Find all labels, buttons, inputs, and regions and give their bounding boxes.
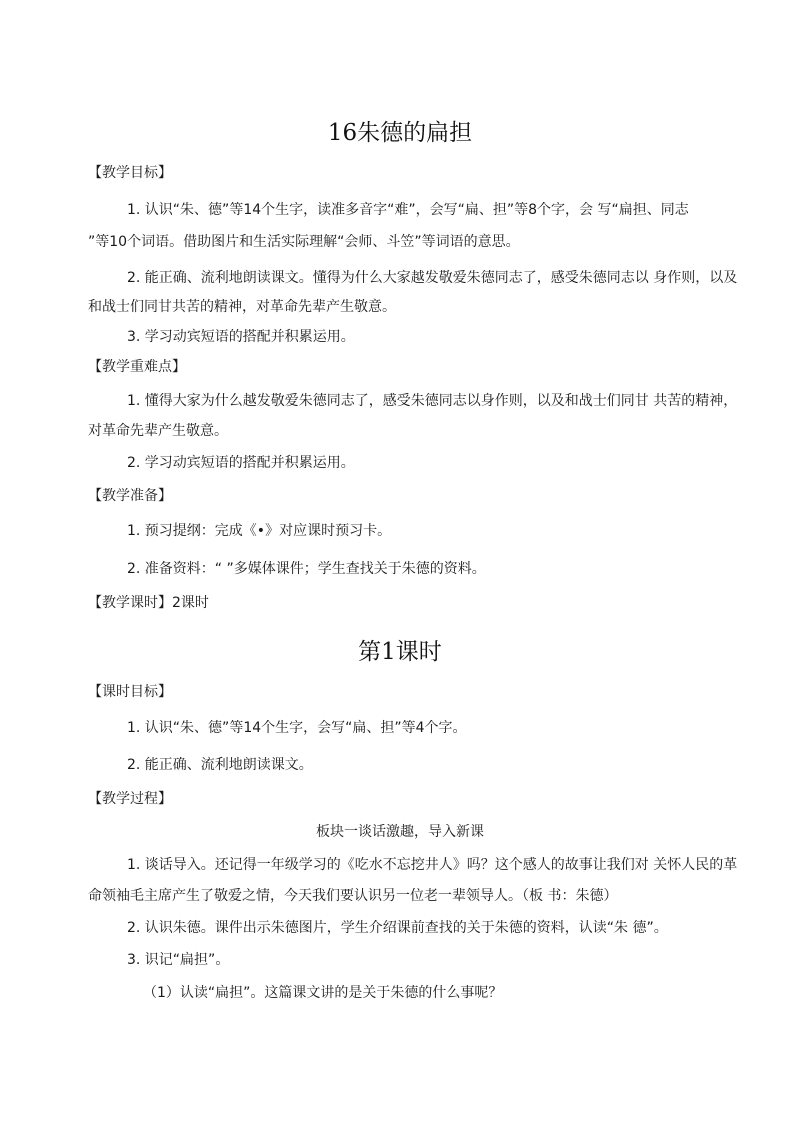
teaching-process-heading: 【教学过程】 <box>88 791 172 807</box>
process-step-3-sub-1: （1）认读“扁担”。这篇课文讲的是关于朱德的什么事呢？ <box>143 985 503 1001</box>
preparation-heading: 【教学准备】 <box>88 488 172 504</box>
goal-item-2-line-2: 和战士们同甘共苦的精神，对革命先辈产生敬意。 <box>88 299 396 315</box>
block-title: 板块一谈话激趣，导入新课 <box>316 824 484 840</box>
process-step-1-line-2: 命领袖毛主席产生了敬爱之情，今天我们要认识另一位老一辈领导人。（板 书：朱德） <box>88 888 618 904</box>
goal-item-1-line-2: ”等10个词语。借助图片和生活实际理解“会师、斗笠”等词语的意思。 <box>88 234 520 250</box>
key-point-item-1-line-2: 对革命先辈产生敬意。 <box>88 423 228 439</box>
process-step-2: 2. 认识朱德。课件出示朱德图片，学生介绍课前查找的关于朱德的资料，认读“朱 德”。 <box>127 920 668 936</box>
document-title: 16朱德的扁担 <box>327 120 473 146</box>
process-step-3: 3. 识记“扁担”。 <box>127 952 230 968</box>
teaching-goals-heading: 【教学目标】 <box>88 165 172 181</box>
goal-item-3: 3. 学习动宾短语的搭配并积累运用。 <box>127 329 355 345</box>
goal-item-1-line-1: 1. 认识“朱、德”等14个生字，读准多音字“难”，会写“扁、担”等8个字，会 写“扁担、同志 <box>127 202 689 218</box>
preparation-item-2: 2. 准备资料：“ ”多媒体课件；学生查找关于朱德的资料。 <box>127 561 486 577</box>
lesson-goal-1: 1. 认识“朱、德”等14个生字，会写“扁、担”等4个字。 <box>127 720 467 736</box>
lesson-goal-2: 2. 能正确、流利地朗读课文。 <box>127 757 313 773</box>
key-points-heading: 【教学重难点】 <box>88 359 186 375</box>
class-hours: 【教学课时】2课时 <box>88 595 209 611</box>
process-step-1-line-1: 1. 谈话导入。还记得一年级学习的《吃水不忘挖井人》吗？这个感人的故事让我们对 关怀人民的革 <box>127 857 738 873</box>
lesson-title: 第1课时 <box>358 639 442 665</box>
key-point-item-2: 2. 学习动宾短语的搭配并积累运用。 <box>127 455 355 471</box>
key-point-item-1-line-1: 1. 懂得大家为什么越发敬爱朱德同志了，感受朱德同志以身作则，以及和战士们同甘 共苦的精神， <box>127 393 738 409</box>
goal-item-2-line-1: 2. 能正确、流利地朗读课文。懂得为什么大家越发敬爱朱德同志了，感受朱德同志以 身作则，以及 <box>127 270 738 286</box>
preparation-item-1: 1. 预习提纲：完成《•》对应课时预习卡。 <box>127 523 392 539</box>
lesson-goals-heading: 【课时目标】 <box>88 684 172 700</box>
